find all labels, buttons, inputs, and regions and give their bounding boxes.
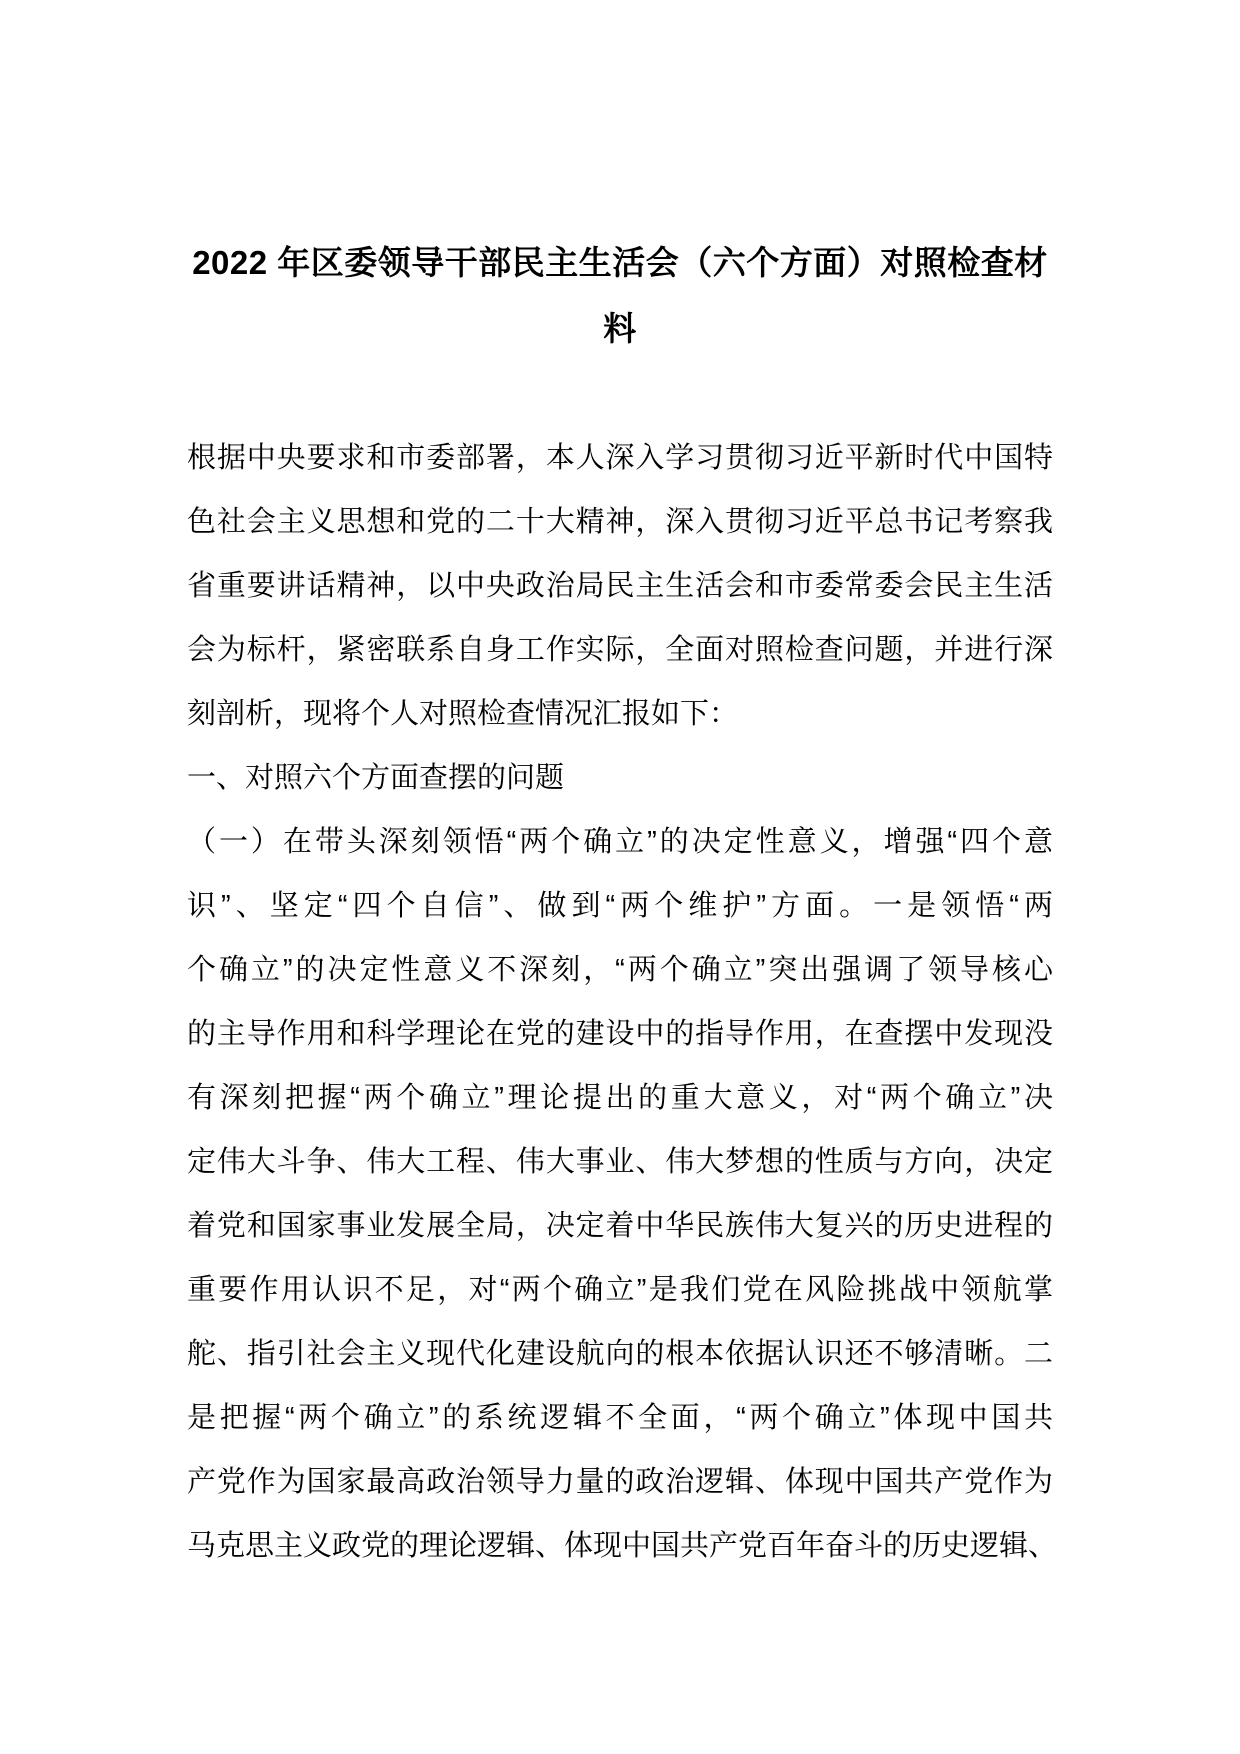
- title-line-1: 2022 年区委领导干部民主生活会（六个方面）对照检查材: [192, 244, 1048, 281]
- body-line: （一）在带头深刻领悟“两个确立”的决定性意义，增强“四个意: [187, 826, 1053, 858]
- body-line: 有深刻把握“两个确立”理论提出的重大意义，对“两个确立”决: [187, 1082, 1053, 1114]
- body-line: 产党作为国家最高政治领导力量的政治逻辑、体现中国共产党作为: [187, 1466, 1053, 1498]
- title-line-2: 料: [603, 310, 637, 347]
- document-title: [187, 230, 1053, 362]
- body-line: 省重要讲话精神，以中央政治局民主生活会和市委常委会民主生活: [187, 570, 1053, 602]
- body-line: 的主导作用和科学理论在党的建设中的指导作用，在查摆中发现没: [187, 1018, 1053, 1050]
- body-line: 重要作用认识不足，对“两个确立”是我们党在风险挑战中领航掌: [187, 1274, 1053, 1306]
- body-line: 定伟大斗争、伟大工程、伟大事业、伟大梦想的性质与方向，决定: [187, 1146, 1053, 1178]
- body-line: 会为标杆，紧密联系自身工作实际，全面对照检查问题，并进行深: [187, 634, 1053, 666]
- body-line: 马克思主义政党的理论逻辑、体现中国共产党百年奋斗的历史逻辑、: [187, 1530, 1058, 1562]
- body-line: 是把握“两个确立”的系统逻辑不全面，“两个确立”体现中国共: [187, 1402, 1053, 1434]
- body-line: 色社会主义思想和党的二十大精神，深入贯彻习近平总书记考察我: [187, 506, 1053, 538]
- section-heading: 一、对照六个方面查摆的问题: [187, 762, 565, 794]
- body-line: 着党和国家事业发展全局，决定着中华民族伟大复兴的历史进程的: [187, 1210, 1053, 1242]
- body-line: 识”、坚定“四个自信”、做到“两个维护”方面。一是领悟“两: [187, 890, 1053, 922]
- body-line: 刻剖析，现将个人对照检查情况汇报如下：: [187, 698, 739, 730]
- document-body: [187, 426, 1058, 1578]
- body-line: 舵、指引社会主义现代化建设航向的根本依据认识还不够清晰。二: [187, 1338, 1053, 1370]
- body-line: 根据中央要求和市委部署，本人深入学习贯彻习近平新时代中国特: [187, 442, 1053, 474]
- body-line: 个确立”的决定性意义不深刻，“两个确立”突出强调了领导核心: [187, 954, 1053, 986]
